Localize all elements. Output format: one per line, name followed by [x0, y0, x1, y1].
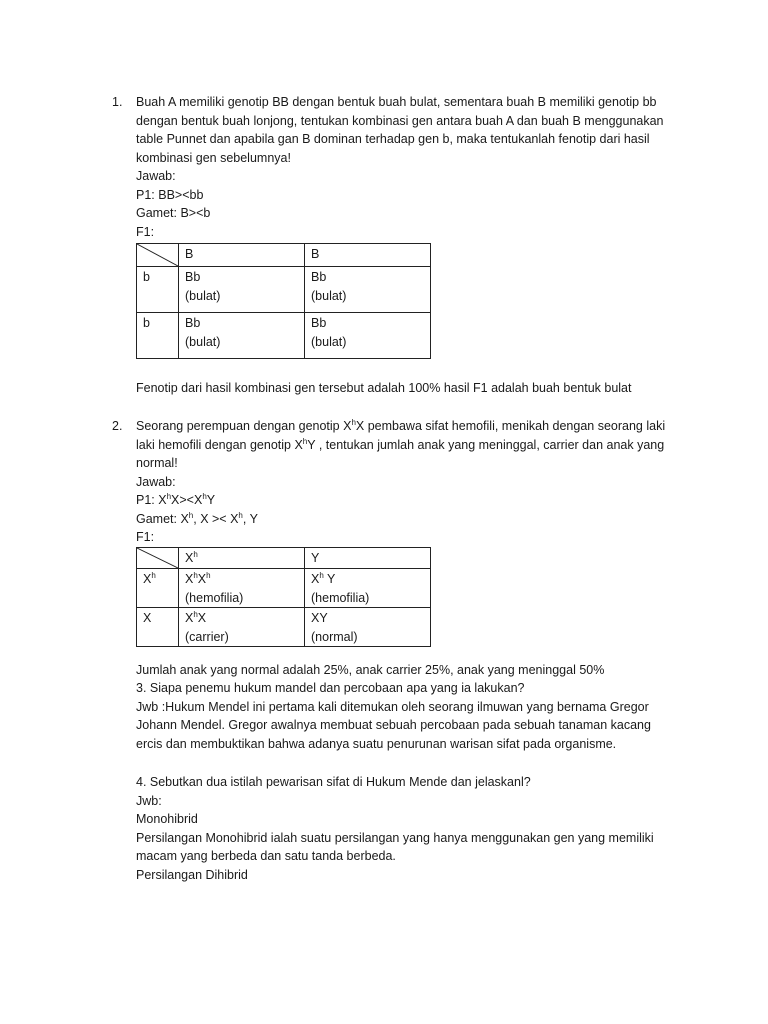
question-1-line: kombinasi gen sebelumnya!: [136, 150, 291, 165]
table-cell: [179, 569, 305, 608]
diagonal-line: [137, 244, 178, 266]
row-header: b: [137, 267, 179, 313]
phenotype: (carrier): [185, 629, 229, 644]
diagonal-line: [137, 548, 178, 568]
gamete-line: Gamet: $X^h$, $X >< X^h$, Y: [136, 510, 258, 526]
question-1-line: Buah A memiliki genotip BB dengan bentuk buah bulat, sementara buah B memiliki genotip bb: [136, 95, 657, 109]
phenotype: (bulat): [185, 288, 221, 303]
f1-label: F1:: [136, 530, 155, 544]
row-header: X: [137, 608, 179, 647]
question-1-line: dengan bentuk buah lonjong, tentukan kombinasi gen antara buah A dan buah B menggunakan: [136, 113, 664, 128]
phenotype: (bulat): [311, 288, 347, 303]
question-3: [136, 679, 681, 753]
parental-cross: P1: $X^hX><X^hY$: [136, 492, 216, 507]
answer-label: Jwb:: [136, 793, 162, 808]
column-header: B: [305, 244, 431, 267]
table-cell: [179, 267, 305, 313]
phenotype: (hemofilia): [311, 590, 370, 605]
monohibrid-title: Monohibrid: [136, 812, 198, 826]
column-header: B: [179, 244, 305, 267]
genotype: $X^hX$: [185, 610, 207, 625]
punnett-table-1: [136, 243, 431, 359]
question-2-line: normal!: [136, 456, 178, 470]
genotype: Bb: [185, 316, 201, 330]
question-2-line: laki hemofili dengan genotip $X^hY$ , tentukan jumlah anak yang meninggal, carrier dan anak yang: [136, 436, 665, 452]
phenotype: (bulat): [311, 334, 347, 349]
table-cell: [305, 267, 431, 313]
answer-label: Jawab:: [136, 169, 176, 183]
question-4-text: 4. Sebutkan dua istilah pewarisan sifat di Hukum Mende dan jelaskanl?: [136, 775, 531, 789]
table-corner-cell: [137, 548, 179, 569]
punnett-table-2: [136, 547, 431, 647]
genotype: $X^hX^h$: [185, 571, 211, 586]
table-cell: [179, 313, 305, 359]
question-1-text: [136, 93, 676, 241]
table-cell: [305, 313, 431, 359]
column-header: $X^h$: [179, 548, 305, 569]
phenotype: (bulat): [185, 334, 221, 349]
answer-line: ercis dan membuktikan bahwa adanya suatu penurunan warisan sifat pada organisme.: [136, 736, 617, 751]
question-3-text: 3. Siapa penemu hukum mandel dan percobaan apa yang ia lakukan?: [136, 681, 525, 695]
monohibrid-description: macam yang berbeda dan satu tanda berbeda.: [136, 849, 396, 863]
monohibrid-description: Persilangan Monohibrid ialah suatu persilangan yang hanya menggunakan gen yang memiliki: [136, 830, 654, 845]
table-cell: [305, 569, 431, 608]
gamete-line: Gamet: B><b: [136, 206, 211, 220]
question-2-number: 2.: [112, 419, 123, 433]
genotype: Bb: [311, 270, 327, 284]
question-4: [136, 773, 681, 884]
table-cell: [305, 608, 431, 647]
question-1-number: 1.: [112, 95, 123, 109]
genotype: Bb: [311, 316, 327, 330]
genotype: Bb: [185, 270, 201, 284]
row-header: b: [137, 313, 179, 359]
dihibrid-title: Persilangan Dihibrid: [136, 867, 248, 882]
answer-label: Jawab:: [136, 474, 176, 489]
genotype: XY: [311, 611, 328, 625]
answer-line: Jwb :Hukum Mendel ini pertama kali ditemukan oleh seorang ilmuwan yang bernama Gregor: [136, 699, 649, 714]
phenotype: (normal): [311, 629, 358, 644]
row-header: $X^h$: [137, 569, 179, 608]
question-2-line: Seorang perempuan dengan genotip $X^hX$ pembawa sifat hemofili, menikah dengan seorang laki: [136, 418, 666, 433]
f1-label: F1:: [136, 224, 155, 239]
question-1-conclusion: Fenotip dari hasil kombinasi gen tersebut adalah 100% hasil F1 adalah buah bentuk bulat: [136, 381, 632, 395]
column-header: Y: [305, 548, 431, 569]
table-cell: [179, 608, 305, 647]
genotype: $X^h$ Y: [311, 571, 336, 586]
question-2-conclusion: Jumlah anak yang normal adalah 25%, anak carrier 25%, anak yang meninggal 50%: [136, 663, 605, 677]
table-corner-cell: [137, 244, 179, 267]
question-2-text: [136, 417, 676, 547]
question-1-line: table Punnet dan apabila gan B dominan terhadap gen b, maka tentukanlah fenotip dari hasil: [136, 132, 650, 146]
parental-cross: P1: BB><bb: [136, 187, 204, 202]
phenotype: (hemofilia): [185, 590, 244, 605]
answer-line: Johann Mendel. Gregor awalnya membuat sebuah percobaan pada sebuah tanaman kacang: [136, 718, 651, 732]
